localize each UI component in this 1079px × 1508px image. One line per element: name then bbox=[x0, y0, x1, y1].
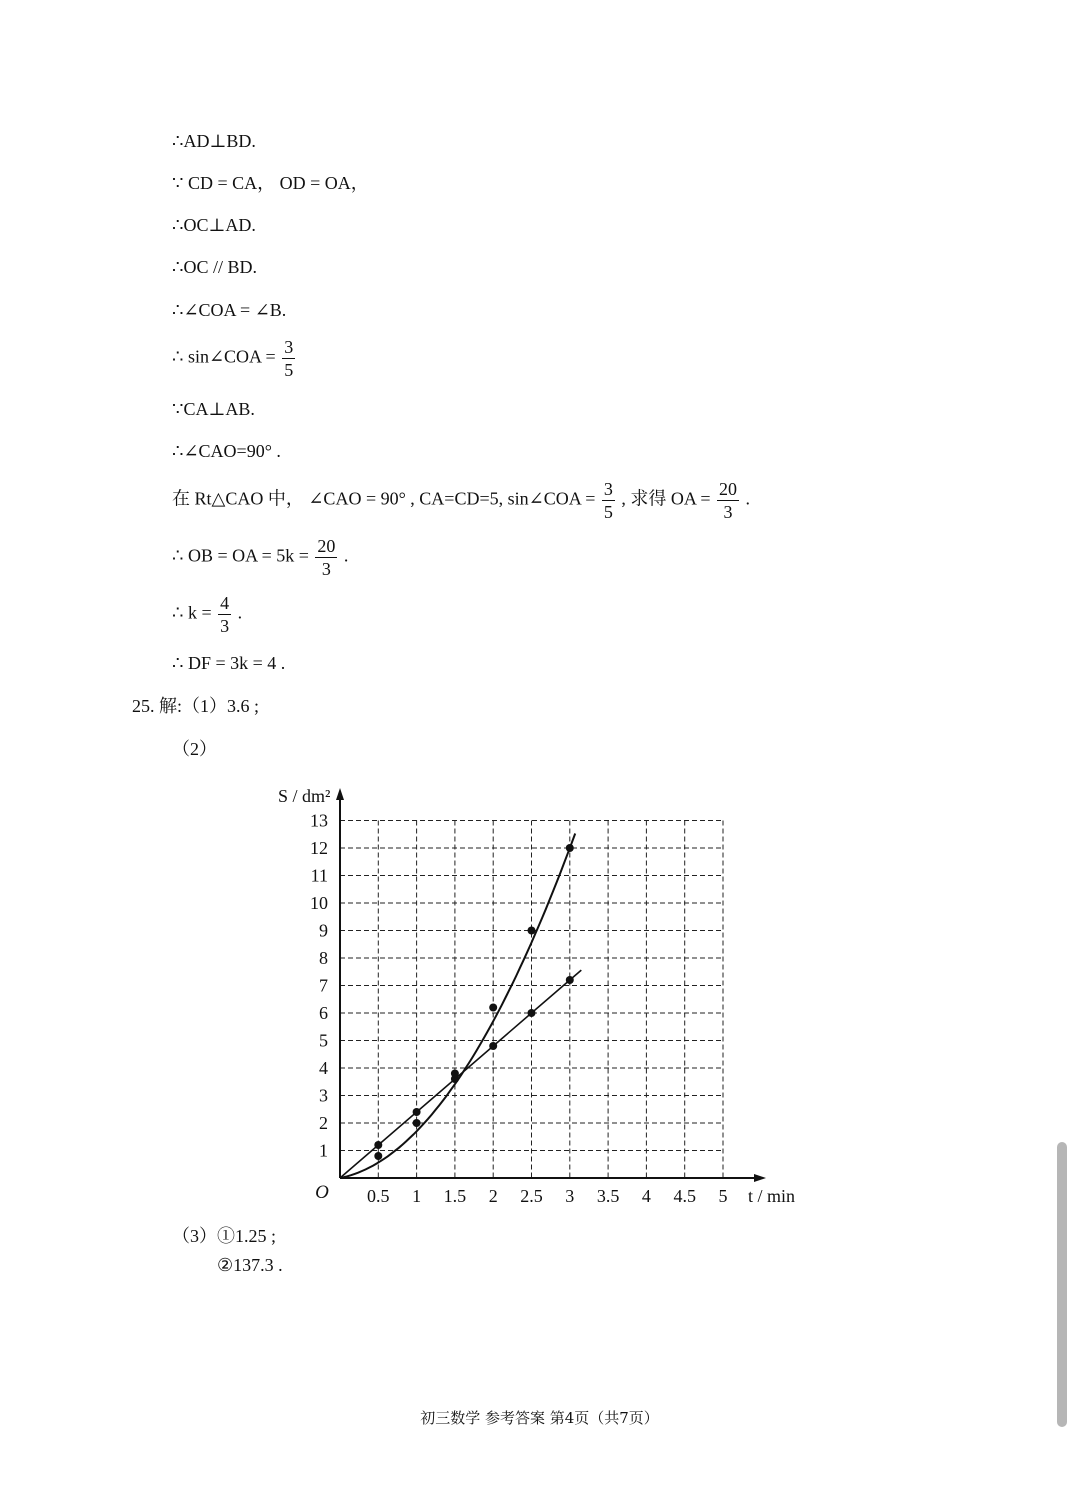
fraction-denominator: 5 bbox=[603, 502, 613, 522]
question-25-part-2-label: （2） bbox=[172, 739, 217, 759]
y-tick-label: 1 bbox=[319, 1140, 328, 1161]
series-line-point bbox=[413, 1108, 421, 1116]
line-10-end: . bbox=[343, 545, 349, 566]
x-tick-label: 3 bbox=[565, 1186, 575, 1206]
line-9-mid: , 求得 OA = bbox=[621, 488, 711, 509]
line-5: ∴∠COA = ∠B. bbox=[172, 300, 287, 320]
y-tick-label: 7 bbox=[319, 975, 328, 996]
y-tick-label: 4 bbox=[319, 1058, 328, 1078]
y-tick-label: 8 bbox=[319, 948, 328, 968]
line-1: ∴AD⊥BD. bbox=[172, 131, 256, 151]
line-6 bbox=[172, 338, 297, 379]
x-tick-label: 1.5 bbox=[443, 1186, 467, 1206]
series-line-point bbox=[374, 1141, 382, 1149]
fraction-denominator: 3 bbox=[321, 559, 331, 579]
x-tick-label: 2 bbox=[488, 1186, 498, 1206]
line-9 bbox=[172, 480, 750, 521]
series-line-point bbox=[451, 1070, 459, 1078]
series-curve-point bbox=[528, 927, 536, 935]
question-25-part-3b: ②137.3 . bbox=[217, 1255, 283, 1275]
y-tick-label: 2 bbox=[319, 1113, 328, 1133]
line-6-text: ∴ sin∠COA = bbox=[172, 346, 276, 367]
y-tick-label: 10 bbox=[310, 893, 328, 913]
fraction-numerator: 4 bbox=[220, 593, 230, 613]
y-tick-label: 12 bbox=[310, 838, 328, 858]
y-tick-label: 5 bbox=[319, 1030, 328, 1051]
fraction-3-5 bbox=[602, 480, 615, 521]
chart-grid bbox=[340, 821, 723, 1179]
chart bbox=[260, 780, 820, 1220]
line-3: ∴OC⊥AD. bbox=[172, 215, 256, 235]
fraction-numerator: 3 bbox=[603, 479, 613, 499]
x-tick-label: 1 bbox=[412, 1186, 422, 1206]
line-7: ∵CA⊥AB. bbox=[172, 399, 255, 419]
x-tick-label: 4.5 bbox=[673, 1186, 696, 1206]
question-25-part-1: 25. 解:（1）3.6 ; bbox=[132, 696, 260, 716]
y-tick-label: 9 bbox=[319, 920, 328, 941]
origin-label: O bbox=[315, 1182, 329, 1203]
series-line-point bbox=[528, 1009, 536, 1017]
line-11-end: . bbox=[237, 602, 243, 623]
y-tick-label: 6 bbox=[319, 1003, 328, 1023]
fraction-numerator: 3 bbox=[284, 337, 294, 357]
x-axis-label: t / min bbox=[748, 1186, 796, 1206]
x-axis-arrow-icon bbox=[754, 1174, 766, 1182]
x-tick-label: 3.5 bbox=[596, 1186, 620, 1206]
chart-labels bbox=[278, 786, 795, 1206]
series-curve-point bbox=[489, 1004, 497, 1012]
series-line-point bbox=[489, 1042, 497, 1050]
y-axis-arrow-icon bbox=[336, 788, 344, 800]
fraction-denominator: 3 bbox=[220, 616, 230, 636]
fraction-numerator: 20 bbox=[317, 536, 336, 556]
line-9-end: . bbox=[745, 488, 751, 509]
line-11 bbox=[172, 594, 242, 635]
line-10 bbox=[172, 537, 348, 578]
y-tick-label: 3 bbox=[319, 1085, 328, 1106]
page-footer: 初三数学 参考答案 第4页（共7页） bbox=[420, 1409, 659, 1427]
line-4: ∴OC // BD. bbox=[172, 257, 257, 277]
line-12: ∴ DF = 3k = 4 . bbox=[172, 653, 286, 673]
line-11-text: ∴ k = bbox=[172, 602, 212, 623]
line-10-text: ∴ OB = OA = 5k = bbox=[172, 545, 309, 566]
chart-series bbox=[340, 834, 581, 1179]
y-tick-label: 11 bbox=[310, 865, 328, 886]
x-tick-label: 2.5 bbox=[520, 1186, 543, 1206]
fraction-denominator: 3 bbox=[723, 502, 733, 522]
line-2: ∵ CD = CA， OD = OA， bbox=[172, 173, 369, 193]
series-curve-point bbox=[413, 1119, 421, 1127]
fraction-denominator: 5 bbox=[284, 360, 294, 380]
fraction-numerator: 20 bbox=[719, 479, 738, 499]
y-axis-label: S / dm² bbox=[278, 786, 331, 806]
fraction-3-5 bbox=[282, 338, 295, 379]
y-tick-label: 13 bbox=[310, 810, 328, 831]
fraction-20-3 bbox=[315, 537, 337, 578]
fraction-4-3 bbox=[218, 594, 231, 635]
scrollbar[interactable] bbox=[1057, 1142, 1067, 1427]
x-tick-label: 0.5 bbox=[367, 1186, 390, 1206]
fraction-20-3 bbox=[717, 480, 739, 521]
chart-ticks bbox=[310, 811, 728, 1207]
series-curve-point bbox=[374, 1152, 382, 1160]
question-25-part-3a: （3）①1.25 ; bbox=[172, 1226, 277, 1246]
x-tick-label: 5 bbox=[718, 1186, 728, 1206]
line-8: ∴∠CAO=90° . bbox=[172, 441, 281, 461]
series-line-point bbox=[566, 976, 574, 984]
series-curve-point bbox=[566, 844, 574, 852]
x-tick-label: 4 bbox=[641, 1186, 651, 1206]
line-9-text: 在 Rt△CAO 中， ∠CAO = 90° , CA=CD=5, sin∠COA = bbox=[172, 488, 596, 509]
